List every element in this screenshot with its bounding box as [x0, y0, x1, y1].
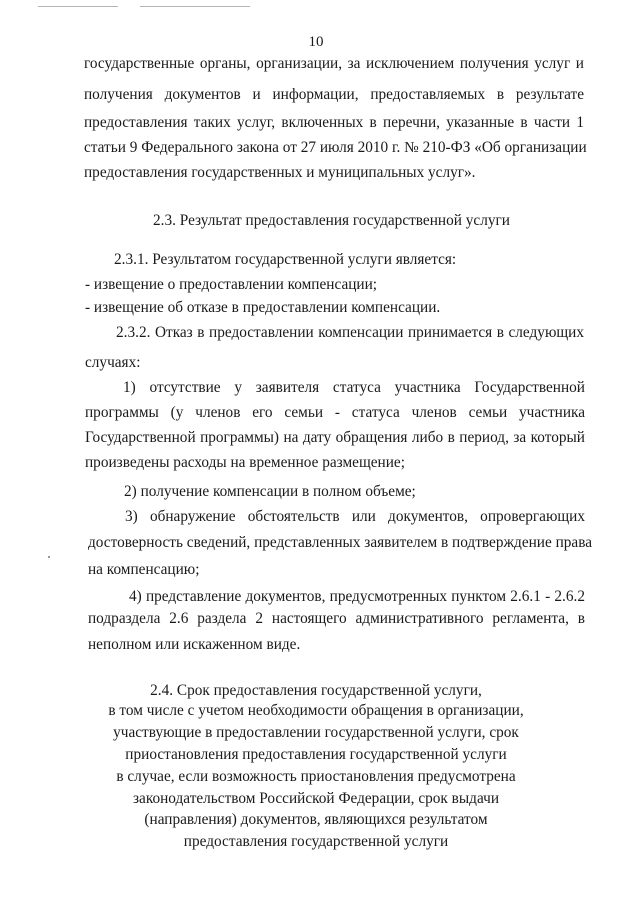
page-number: 10	[308, 34, 324, 50]
text-line: на компенсацию;	[88, 561, 200, 578]
text-line: 3) обнаружение обстоятельств или документов, опровергающих	[125, 508, 585, 525]
section-heading-line: участвующие в предоставлении государственной услуги, срок	[113, 724, 519, 741]
text-line: получения документов и информации, предоставляемых в результате	[84, 86, 584, 103]
text-line: государственные органы, организации, за исключением получения услуг и	[84, 55, 584, 72]
section-heading-line: предоставления государственной услуги	[183, 833, 449, 850]
scan-speck	[48, 556, 50, 558]
text-line: произведены расходы на временное размещение;	[85, 454, 405, 471]
text-line: Государственной программы) на дату обращения либо в период, за который	[85, 429, 585, 446]
section-heading-line: (направления) документов, являющихся результатом	[144, 811, 488, 828]
section-heading: 2.3. Результат предоставления государственной услуги	[153, 212, 510, 229]
text-line: случаях:	[85, 354, 141, 371]
section-heading-line: в случае, если возможность приостановления предусмотрена	[116, 768, 516, 785]
text-line: статьи 9 Федерального закона от 27 июля 2010 г. № 210-ФЗ «Об организации	[84, 139, 587, 156]
text-line: 1) отсутствие у заявителя статуса участника Государственной	[123, 379, 585, 396]
paragraph: 2.3.1. Результатом государственной услуги является:	[114, 251, 457, 268]
section-heading-line: в том числе с учетом необходимости обращения в организации,	[108, 702, 524, 719]
text-line: предоставления таких услуг, включенных в перечни, указанные в части 1	[84, 114, 584, 131]
section-heading-line: приостановления предоставления государственной услуги	[125, 746, 507, 763]
text-line: 2.3.2. Отказ в предоставлении компенсации принимается в следующих	[116, 324, 584, 341]
text-line: предоставления государственных и муниципальных услуг».	[84, 164, 476, 181]
section-heading-line: 2.4. Срок предоставления государственной услуги,	[150, 682, 482, 699]
list-item: - извещение о предоставлении компенсации;	[85, 276, 378, 293]
list-item: - извещение об отказе в предоставлении компенсации.	[85, 299, 441, 316]
list-item: 2) получение компенсации в полном объеме;	[124, 483, 416, 500]
text-line: подраздела 2.6 раздела 2 настоящего административного регламента, в	[88, 610, 585, 627]
text-line: программы (у членов его семьи - статуса членов семьи участника	[85, 404, 585, 421]
scan-edge-line	[140, 6, 250, 7]
text-line: достоверность сведений, представленных заявителем в подтверждение права	[88, 534, 593, 551]
text-line: 4) представление документов, предусмотренных пунктом 2.6.1 - 2.6.2	[129, 588, 585, 605]
scan-edge-line	[38, 6, 118, 7]
text-line: неполном или искаженном виде.	[88, 636, 301, 653]
section-heading-line: законодательством Российской Федерации, срок выдачи	[132, 790, 500, 807]
